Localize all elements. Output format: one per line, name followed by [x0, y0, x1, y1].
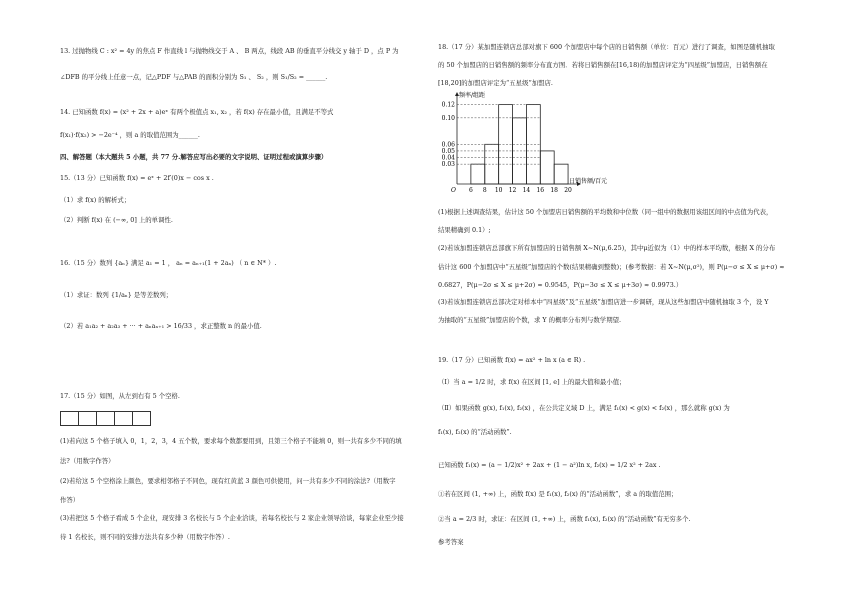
q18-part3-a: (3)若该加盟连锁店总部决定对样本中“四星级”及“五星级”加盟店进一步调研，现从这些加盟店中随机抽取 3 个，设 Y — [438, 298, 769, 306]
q17-part3-b: 待 1 名校长，则不同的安排方法共有多少种（用数字作答）. — [60, 533, 230, 541]
q17-part1-b: 法?（用数字作答） — [60, 457, 115, 465]
blank-cell — [60, 411, 79, 426]
q13-line2: ∠DFB 的平分线上任意一点，记△PDF 与△PAB 的面积分别为 S₁ 、 S₂ ，则 S₁/S₂ = ______. — [60, 73, 328, 81]
y-tick-label: 0.10 — [441, 114, 455, 122]
q17-part2-b: 作答） — [60, 496, 80, 504]
q19-condition1: ①若在区间 (1, +∞) 上，函数 f(x) 是 f₁(x), f₂(x) 的“活动函数”，求 a 的取值范围； — [438, 490, 678, 498]
histogram-chart — [435, 88, 608, 198]
q19-part-ii-b: f₁(x), f₂(x) 的“活动函数”. — [438, 428, 512, 436]
q14-line1: 14. 已知函数 f(x) = (x² + 2x + a)eˣ 有两个极值点 x₁, x₂ ，若 f(x) 存在最小值，且满足不等式 — [60, 108, 334, 116]
histogram-svg — [435, 88, 608, 198]
q15-line2: （1）求 f(x) 的解析式； — [60, 196, 131, 204]
five-blank-cells — [60, 411, 150, 426]
y-axis-label: 频率/组距 — [459, 92, 486, 99]
histogram-bar — [471, 164, 485, 184]
answer-reference: 参考答案 — [438, 538, 464, 546]
histogram-bar — [554, 164, 568, 184]
blank-cell — [96, 411, 115, 426]
histogram-bar — [540, 151, 554, 184]
y-tick-label: 0.12 — [441, 101, 455, 109]
q15-line1: 15.（13 分）已知函数 f(x) = eˣ + 2f′(0)x − cos x . — [60, 174, 214, 182]
x-tick-label: 14 — [522, 187, 531, 194]
q18-part2-c: 0.6827，P(μ−2σ ≤ X ≤ μ+2σ) ≈ 0.9545，P(μ−3σ ≤ X ≤ μ+3σ) ≈ 0.9973.） — [438, 281, 683, 289]
q19-condition2: ②当 a = 2/3 时，求证：在区间 (1, +∞) 上，函数 f₁(x), f₂(x) 的“活动函数”有无穷多个. — [438, 515, 691, 523]
q14-line2: f(x₁)·f(x₂) > −2e⁻⁴ ，则 a 的取值范围为______. — [60, 131, 200, 139]
q16-line2: （1）求证：数列 {1/aₙ} 是等差数列； — [60, 291, 173, 299]
q16-line3: （2）若 a₁a₂ + a₂a₃ + ··· + aₙaₙ₊₁ > 16/33 ，求正整数 n 的最小值. — [60, 322, 262, 330]
q17-part3-a: (3)若把这 5 个格子看成 5 个企业，现安排 3 名校长与 5 个企业洽谈，若每名校长与 2 家企业领导洽谈，每家企业至少接 — [60, 514, 404, 522]
q19-known: 已知函数 f₁(x) = (a − 1/2)x² + 2ax + (1 − a²)ln x, f₂(x) = 1/2 x² + 2ax . — [438, 461, 661, 469]
y-tick-label: 0.06 — [441, 141, 455, 149]
q17-line1: 17.（15 分）如图，从左到右有 5 个空格. — [60, 392, 180, 400]
q18-part2-b: 估计这 600 个加盟店中“五星级”加盟店的个数(结果精确到整数)；(参考数据：若 X~N(μ,σ²)，则 P(μ−σ ≤ X ≤ μ+σ) ≈ — [438, 263, 785, 271]
q18-part2-a: (2)若该加盟连锁店总部旗下所有加盟店的日销售额 X~N(μ,6.25)，其中μ近似为（1）中的样本平均数，根据 X 的分布 — [438, 244, 776, 252]
q18-line1: 18.（17 分）某加盟连锁店总部对旗下 600 个加盟店中每个店的日销售额（单位：百元）进行了调查，如图是随机抽取 — [438, 43, 775, 51]
x-tick-label: 10 — [494, 187, 503, 194]
q18-part1-a: (1)根据上述调查结果，估计这 50 个加盟店日销售额的平均数和中位数（同一组中的数据用该组区间的中点值为代表， — [438, 208, 773, 216]
q18-part1-b: 结果精确到 0.1）; — [438, 226, 491, 234]
x-tick-label: 8 — [482, 187, 487, 194]
y-tick-label: 0.03 — [441, 161, 455, 169]
q13-line1: 13. 过抛物线 C : x² = 4y 的焦点 F 作直线 l 与抛物线交于 A 、 B 两点，线段 AB 的垂直平分线交 y 轴于 D ，点 P 为 — [60, 47, 399, 55]
q18-line3: [18,20]的加盟店评定为“五星级”加盟店. — [438, 79, 553, 87]
q17-part2-a: (2)若给这 5 个空格涂上颜色，要求相邻格子不同色，现有红黄蓝 3 颜色可供使用，问一共有多少不同的涂法?（用数字 — [60, 477, 396, 485]
x-tick-label: 16 — [536, 187, 545, 194]
origin-label: O — [451, 187, 456, 194]
q17-part1-a: (1)若向这 5 个格子填入 0，1，2，3，4 五个数，要求每个数都要用到，且第三个格子不能填 0，则一共有多少不同的填 — [60, 437, 402, 445]
q16-line1: 16.（15 分）数列 {aₙ} 满足 a₁ = 1 ， aₙ = aₙ₊₁(1 + 2aₙ) （ n ∈ N* ）. — [60, 259, 277, 267]
y-tick-label: 0.05 — [441, 147, 455, 155]
q18-line2: 的 50 个加盟店的日销售额的频率分布直方图．若将日销售额在[16,18)的加盟店评定为“四星级”加盟店，日销售额在 — [438, 61, 768, 69]
blank-cell — [132, 411, 151, 426]
y-tick-label: 0.04 — [441, 154, 455, 162]
x-tick-label: 12 — [508, 187, 517, 194]
x-tick-label: 18 — [550, 187, 558, 194]
q15-line3: （2）判断 f(x) 在 (−∞, 0] 上的单调性. — [60, 216, 173, 224]
q18-part3-b: 为抽取的“五星级”加盟店的个数，求 Y 的概率分布列与数学期望. — [438, 316, 622, 324]
section-heading: 四、解答题（本大题共 5 小题，共 77 分.解答应写出必要的文字说明、证明过程或演算步骤） — [60, 153, 328, 161]
q19-part-i: （Ⅰ）当 a = 1/2 时，求 f(x) 在区间 [1, e] 上的最大值和最小值； — [438, 378, 626, 386]
x-tick-label: 6 — [468, 187, 473, 194]
blank-cell — [114, 411, 133, 426]
q19-line1: 19.（17 分）已知函数 f(x) = ax² + ln x (a ∈ R) . — [438, 356, 586, 364]
q19-part-ii-a: （Ⅱ）如果函数 g(x), f₁(x), f₂(x) ，在公共定义域 D 上，满足 f₁(x) < g(x) < f₂(x) ，那么就称 g(x) 为 — [438, 404, 730, 412]
x-tick-label: 20 — [564, 187, 572, 194]
x-axis-label: 日销售额/百元 — [569, 178, 608, 185]
blank-cell — [78, 411, 97, 426]
